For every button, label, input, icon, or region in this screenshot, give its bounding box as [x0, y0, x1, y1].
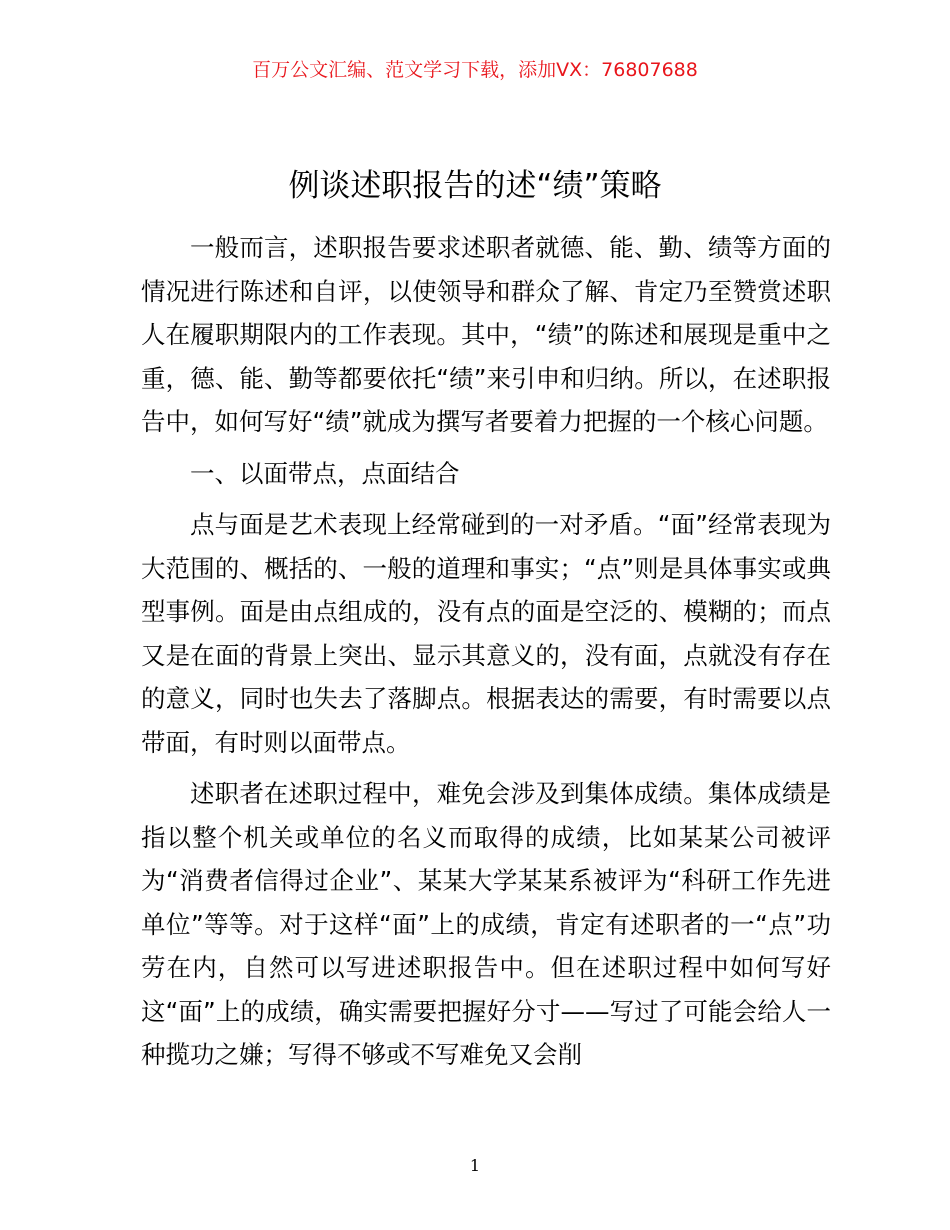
section-heading: 一、以面带点，点面结合	[190, 458, 460, 488]
paragraph-point-and-plane: 点与面是艺术表现上经常碰到的一对矛盾。“面”经常表现为大范围的、概括的、一般的道理和事实；“点”则是具体事实或典型事例。面是由点组成的，没有点的面是空泛的、模糊的；而点又是在面的背景上突出、显示其意义的，没有面，点就没有存在的意义，同时也失去了落脚点。根据表达的需要，有时需要以点带面，有时则以面带点。	[141, 510, 831, 757]
paragraph-intro: 一般而言，述职报告要求述职者就德、能、勤、绩等方面的情况进行陈述和自评，以使领导和群众了解、肯定乃至赞赏述职人在履职期限内的工作表现。其中，“绩”的陈述和展现是重中之重，德、能、勤等都要依托“绩”来引申和归纳。所以，在述职报告中，如何写好“绩”就成为撰写者要着力把握的一个核心问题。	[141, 233, 831, 436]
header-banner: 百万公文汇编、范文学习下载，添加VX：76807688	[252, 59, 698, 81]
page-number: 1	[469, 1156, 481, 1175]
document-title: 例谈述职报告的述“绩”策略	[288, 168, 662, 204]
document-body	[141, 226, 831, 1077]
paragraph-collective-achievement: 述职者在述职过程中，难免会涉及到集体成绩。集体成绩是指以整个机关或单位的名义而取得的成绩，比如某某公司被评为“消费者信得过企业”、某某大学某某系被评为“科研工作先进单位”等等。对于这样“面”上的成绩，肯定有述职者的一“点”功劳在内，自然可以写进述职报告中。但在述职过程中如何写好这“面”上的成绩，确实需要把握好分寸——写过了可能会给人一种揽功之嫌；写得不够或不写难免又会削	[141, 779, 831, 1069]
